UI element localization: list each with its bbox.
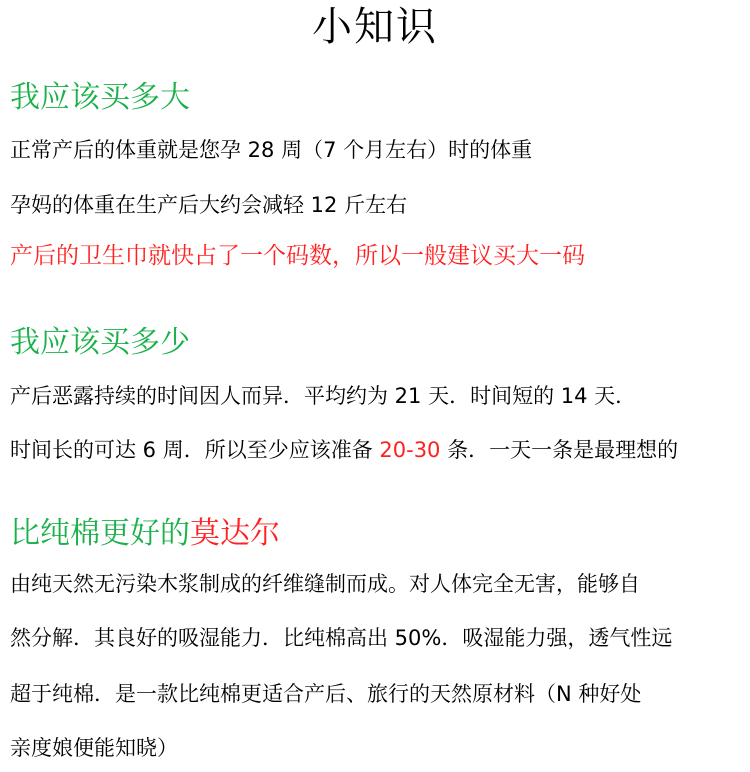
section2-text-line-2 [10, 437, 678, 463]
material-heading-highlight: 莫达尔 [190, 516, 280, 551]
section3-text-line-4: 亲度娘便能知晓） [10, 736, 178, 760]
section2-text-line-2-end: 条．一天一条是最理想的 [440, 438, 679, 462]
section2-text-line-1: 产后恶露持续的时间因人而异．平均约为 21 天．时间短的 14 天． [10, 384, 637, 408]
material-heading-start: 比纯棉更好的 [10, 516, 190, 551]
quantity-highlight: 20-30 [379, 438, 441, 462]
section1-text-line-3: 产后的卫生巾就快占了一个码数，所以一般建议买大一码 [10, 243, 585, 269]
section-heading-size: 我应该买多大 [10, 80, 190, 115]
section1-text-line-1: 正常产后的体重就是您孕 28 周（7 个月左右）时的体重 [10, 138, 533, 162]
section1-text-line-2: 孕妈的体重在生产后大约会减轻 12 斤左右 [10, 193, 408, 217]
section-heading-material [10, 516, 280, 552]
page-title: 小知识 [312, 4, 438, 50]
section3-text-line-2: 然分解．其良好的吸湿能力．比纯棉高出 50%．吸湿能力强，透气性远 [10, 626, 673, 650]
section2-text-line-2-start: 时间长的可达 6 周．所以至少应该准备 [10, 438, 380, 462]
section-heading-quantity: 我应该买多少 [10, 325, 190, 360]
section3-text-line-1: 由纯天然无污染木浆制成的纤维缝制而成。对人体完全无害，能够自 [10, 572, 640, 596]
section3-text-line-3: 超于纯棉．是一款比纯棉更适合产后、旅行的天然原材料（N 种好处 [10, 682, 642, 706]
